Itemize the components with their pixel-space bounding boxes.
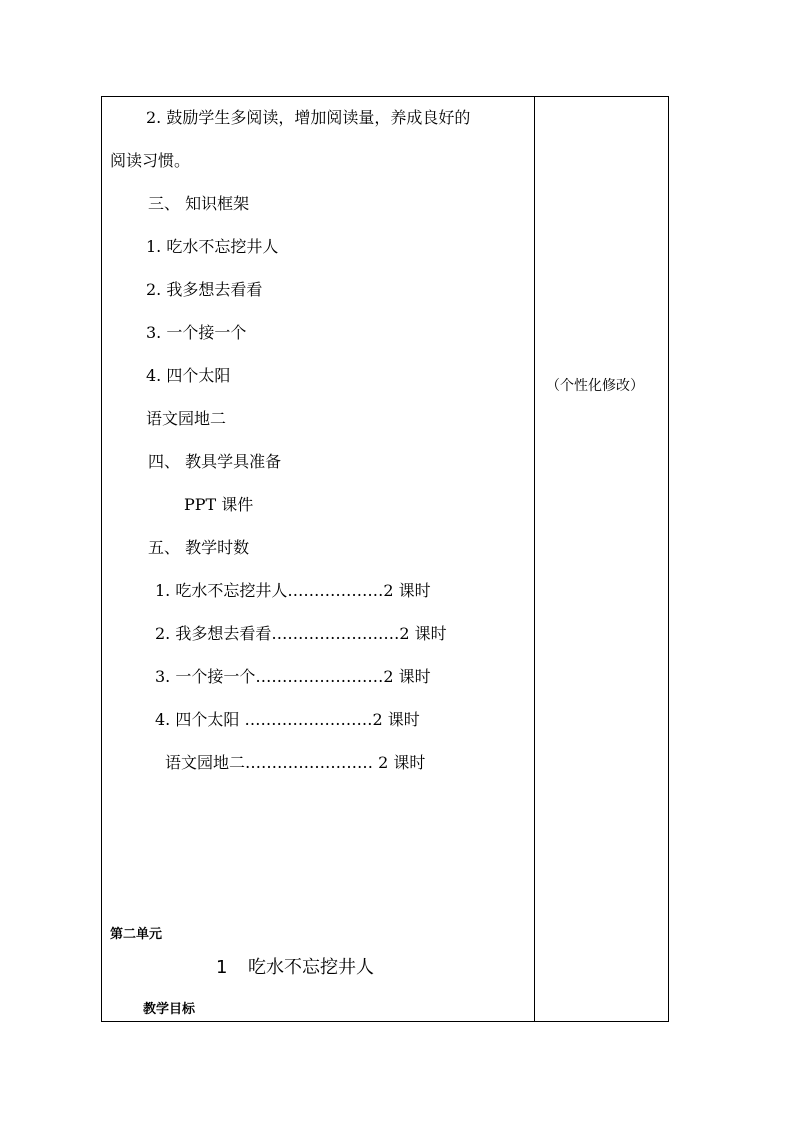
section-heading-hours: 五、 教学时数 — [148, 538, 250, 557]
lesson-plan-table — [101, 96, 669, 1022]
tools-text: PPT 课件 — [184, 495, 254, 514]
goal-line-2: 阅读习惯。 — [110, 151, 191, 170]
framework-item: 1. 吃水不忘挖井人 — [146, 237, 279, 256]
hours-item: 语文园地二…………………… 2 课时 — [165, 753, 426, 772]
lesson-title — [216, 957, 374, 979]
hours-item: 4. 四个太阳 ……………………2 课时 — [155, 710, 420, 729]
hours-item: 1. 吃水不忘挖井人………………2 课时 — [155, 581, 431, 600]
personalized-note: （个性化修改） — [546, 378, 644, 394]
hours-item: 3. 一个接一个……………………2 课时 — [155, 667, 431, 686]
framework-item: 4. 四个太阳 — [146, 366, 231, 385]
column-divider — [534, 96, 535, 1022]
section-heading-framework: 三、 知识框架 — [148, 194, 250, 213]
goal-line-1: 2. 鼓励学生多阅读，增加阅读量，养成良好的 — [146, 108, 471, 127]
unit-label: 第二单元 — [110, 927, 163, 942]
lesson-title-text: 吃水不忘挖井人 — [248, 957, 374, 978]
framework-item: 语文园地二 — [146, 409, 227, 428]
framework-item: 3. 一个接一个 — [146, 323, 247, 342]
framework-item: 2. 我多想去看看 — [146, 280, 263, 299]
section-heading-tools: 四、 教具学具准备 — [148, 452, 282, 471]
hours-item: 2. 我多想去看看……………………2 课时 — [155, 624, 447, 643]
objectives-label: 教学目标 — [143, 1002, 196, 1017]
lesson-number: 1 — [216, 957, 228, 978]
